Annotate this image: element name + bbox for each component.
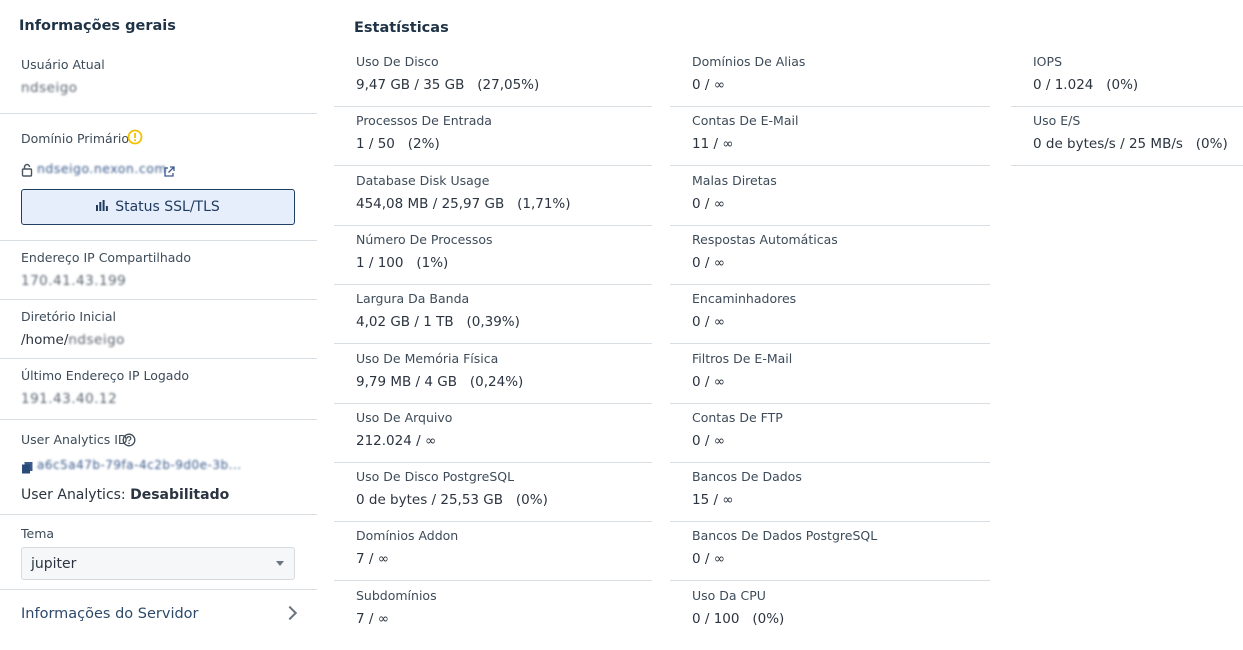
- stat-label: Contas De FTP: [692, 409, 783, 425]
- stat-label: Malas Diretas: [692, 172, 777, 188]
- stat-label: Número De Processos: [356, 231, 493, 247]
- stat-value: 7 / ∞: [356, 551, 389, 568]
- stat-label: Bancos De Dados PostgreSQL: [692, 528, 878, 544]
- stat-label: Uso De Memória Física: [356, 350, 499, 366]
- stat-label: Database Disk Usage: [356, 172, 490, 188]
- last-ip-label: Último Endereço IP Logado: [21, 368, 190, 383]
- bar-chart-icon: [96, 199, 108, 215]
- stat-item: [334, 285, 652, 344]
- stat-label: Encaminhadores: [692, 291, 797, 307]
- analytics-id-value: a6c5a47b-79fa-4c2b-9d0e-3b...: [37, 458, 242, 472]
- stat-value: 0 de bytes / 25,53 GB (0%): [356, 492, 548, 509]
- current-user-label: Usuário Atual: [21, 57, 105, 72]
- shared-ip-label: Endereço IP Compartilhado: [21, 250, 191, 265]
- theme-label: Tema: [21, 526, 55, 541]
- stat-label: Bancos De Dados: [692, 469, 802, 485]
- stat-value: 454,08 MB / 25,97 GB (1,71%): [356, 195, 571, 212]
- stat-value: 0 / ∞: [692, 314, 725, 331]
- primary-domain-label: Domínio Primário: [21, 131, 129, 146]
- stat-item: [334, 404, 652, 463]
- stat-label: Largura Da Banda: [356, 291, 470, 307]
- stats-title: Estatísticas: [354, 20, 449, 36]
- stat-value: 0 / ∞: [692, 432, 725, 449]
- stat-label: Contas De E-Mail: [692, 113, 799, 129]
- divider: [0, 514, 317, 515]
- stat-value: 1 / 50 (2%): [356, 136, 440, 153]
- stat-label: Processos De Entrada: [356, 113, 492, 129]
- stat-item: [670, 226, 990, 285]
- stat-item: [334, 226, 652, 285]
- divider: [0, 589, 317, 590]
- stat-item: [334, 167, 652, 226]
- home-dir-value: [21, 332, 125, 348]
- analytics-status: [21, 487, 229, 503]
- divider: [0, 113, 317, 114]
- last-ip-value: 191.43.40.12: [21, 391, 118, 407]
- shared-ip-value: 170.41.43.199: [21, 273, 127, 289]
- stat-label: Uso De Arquivo: [356, 409, 453, 425]
- stat-item: [670, 285, 990, 344]
- stat-label: Uso De Disco PostgreSQL: [356, 469, 515, 485]
- home-dir-label: Diretório Inicial: [21, 309, 116, 324]
- general-info-title: Informações gerais: [19, 18, 176, 34]
- stat-label: Domínios Addon: [356, 528, 459, 544]
- ssl-status-label: Status SSL/TLS: [115, 199, 220, 215]
- stat-value: 0 / 100 (0%): [692, 610, 785, 627]
- stat-value: 4,02 GB / 1 TB (0,39%): [356, 314, 520, 331]
- stat-item: [670, 582, 990, 641]
- stat-item: [1011, 48, 1243, 107]
- stat-item: [1011, 107, 1243, 166]
- analytics-status-label: User Analytics:: [21, 487, 131, 503]
- stat-value: 11 / ∞: [692, 136, 734, 153]
- stat-item: [334, 463, 652, 522]
- divider: [1011, 165, 1243, 166]
- stat-value: 0 / ∞: [692, 254, 725, 271]
- lock-icon: [21, 162, 33, 176]
- divider: [0, 419, 317, 420]
- stat-value: 0 de bytes/s / 25 MB/s (0%): [1033, 136, 1228, 153]
- help-icon[interactable]: [122, 432, 136, 446]
- stat-label: Subdomínios: [356, 587, 437, 603]
- stat-item: [670, 345, 990, 404]
- current-user-value: ndseigo: [21, 80, 78, 96]
- stat-item: [670, 107, 990, 166]
- divider: [0, 358, 317, 359]
- stat-item: [334, 107, 652, 166]
- stat-item: [670, 404, 990, 463]
- stat-label: Uso E/S: [1033, 113, 1081, 129]
- analytics-status-value: Desabilitado: [130, 487, 230, 503]
- stat-value: 0 / ∞: [692, 373, 725, 390]
- divider: [0, 299, 317, 300]
- copy-icon[interactable]: [22, 459, 33, 471]
- stat-value: 9,79 MB / 4 GB (0,24%): [356, 373, 524, 390]
- stat-item: [670, 167, 990, 226]
- server-info-link[interactable]: Informações do Servidor: [21, 606, 199, 622]
- stat-value: 0 / ∞: [692, 195, 725, 212]
- home-dir-prefix: /home/: [21, 332, 69, 348]
- stat-label: Domínios De Alias: [692, 54, 806, 69]
- stat-label: IOPS: [1033, 54, 1062, 69]
- stat-value: 0 / ∞: [692, 551, 725, 568]
- stat-item: [334, 522, 652, 581]
- analytics-id-label: User Analytics ID: [21, 432, 128, 447]
- home-dir-user: ndseigo: [68, 332, 125, 348]
- stat-label: Uso Da CPU: [692, 587, 766, 603]
- primary-domain-link[interactable]: ndseigo.nexon.com: [37, 161, 168, 176]
- ssl-status-button[interactable]: [21, 189, 295, 225]
- stat-item: [334, 582, 652, 641]
- stat-item: [334, 48, 652, 107]
- stat-value: 0 / ∞: [692, 77, 725, 93]
- warning-icon[interactable]: [127, 129, 143, 145]
- stat-label: Uso De Disco: [356, 54, 439, 69]
- chevron-right-icon[interactable]: [283, 606, 297, 620]
- stat-value: 0 / 1.024 (0%): [1033, 77, 1139, 93]
- stat-value: 1 / 100 (1%): [356, 254, 449, 271]
- stat-item: [670, 463, 990, 522]
- stat-value: 15 / ∞: [692, 492, 734, 509]
- external-link-icon[interactable]: [163, 163, 175, 175]
- theme-select[interactable]: [21, 547, 295, 580]
- stat-value: 9,47 GB / 35 GB (27,05%): [356, 77, 540, 93]
- caret-down-icon: [276, 561, 284, 566]
- stat-item: [334, 345, 652, 404]
- stat-label: Filtros De E-Mail: [692, 350, 793, 366]
- stat-value: 7 / ∞: [356, 610, 389, 627]
- stat-item: [670, 522, 990, 581]
- stat-label: Respostas Automáticas: [692, 231, 838, 247]
- stat-item: [670, 48, 990, 107]
- stat-value: 212.024 / ∞: [356, 432, 437, 449]
- divider: [0, 240, 317, 241]
- theme-selected-value: jupiter: [31, 555, 77, 572]
